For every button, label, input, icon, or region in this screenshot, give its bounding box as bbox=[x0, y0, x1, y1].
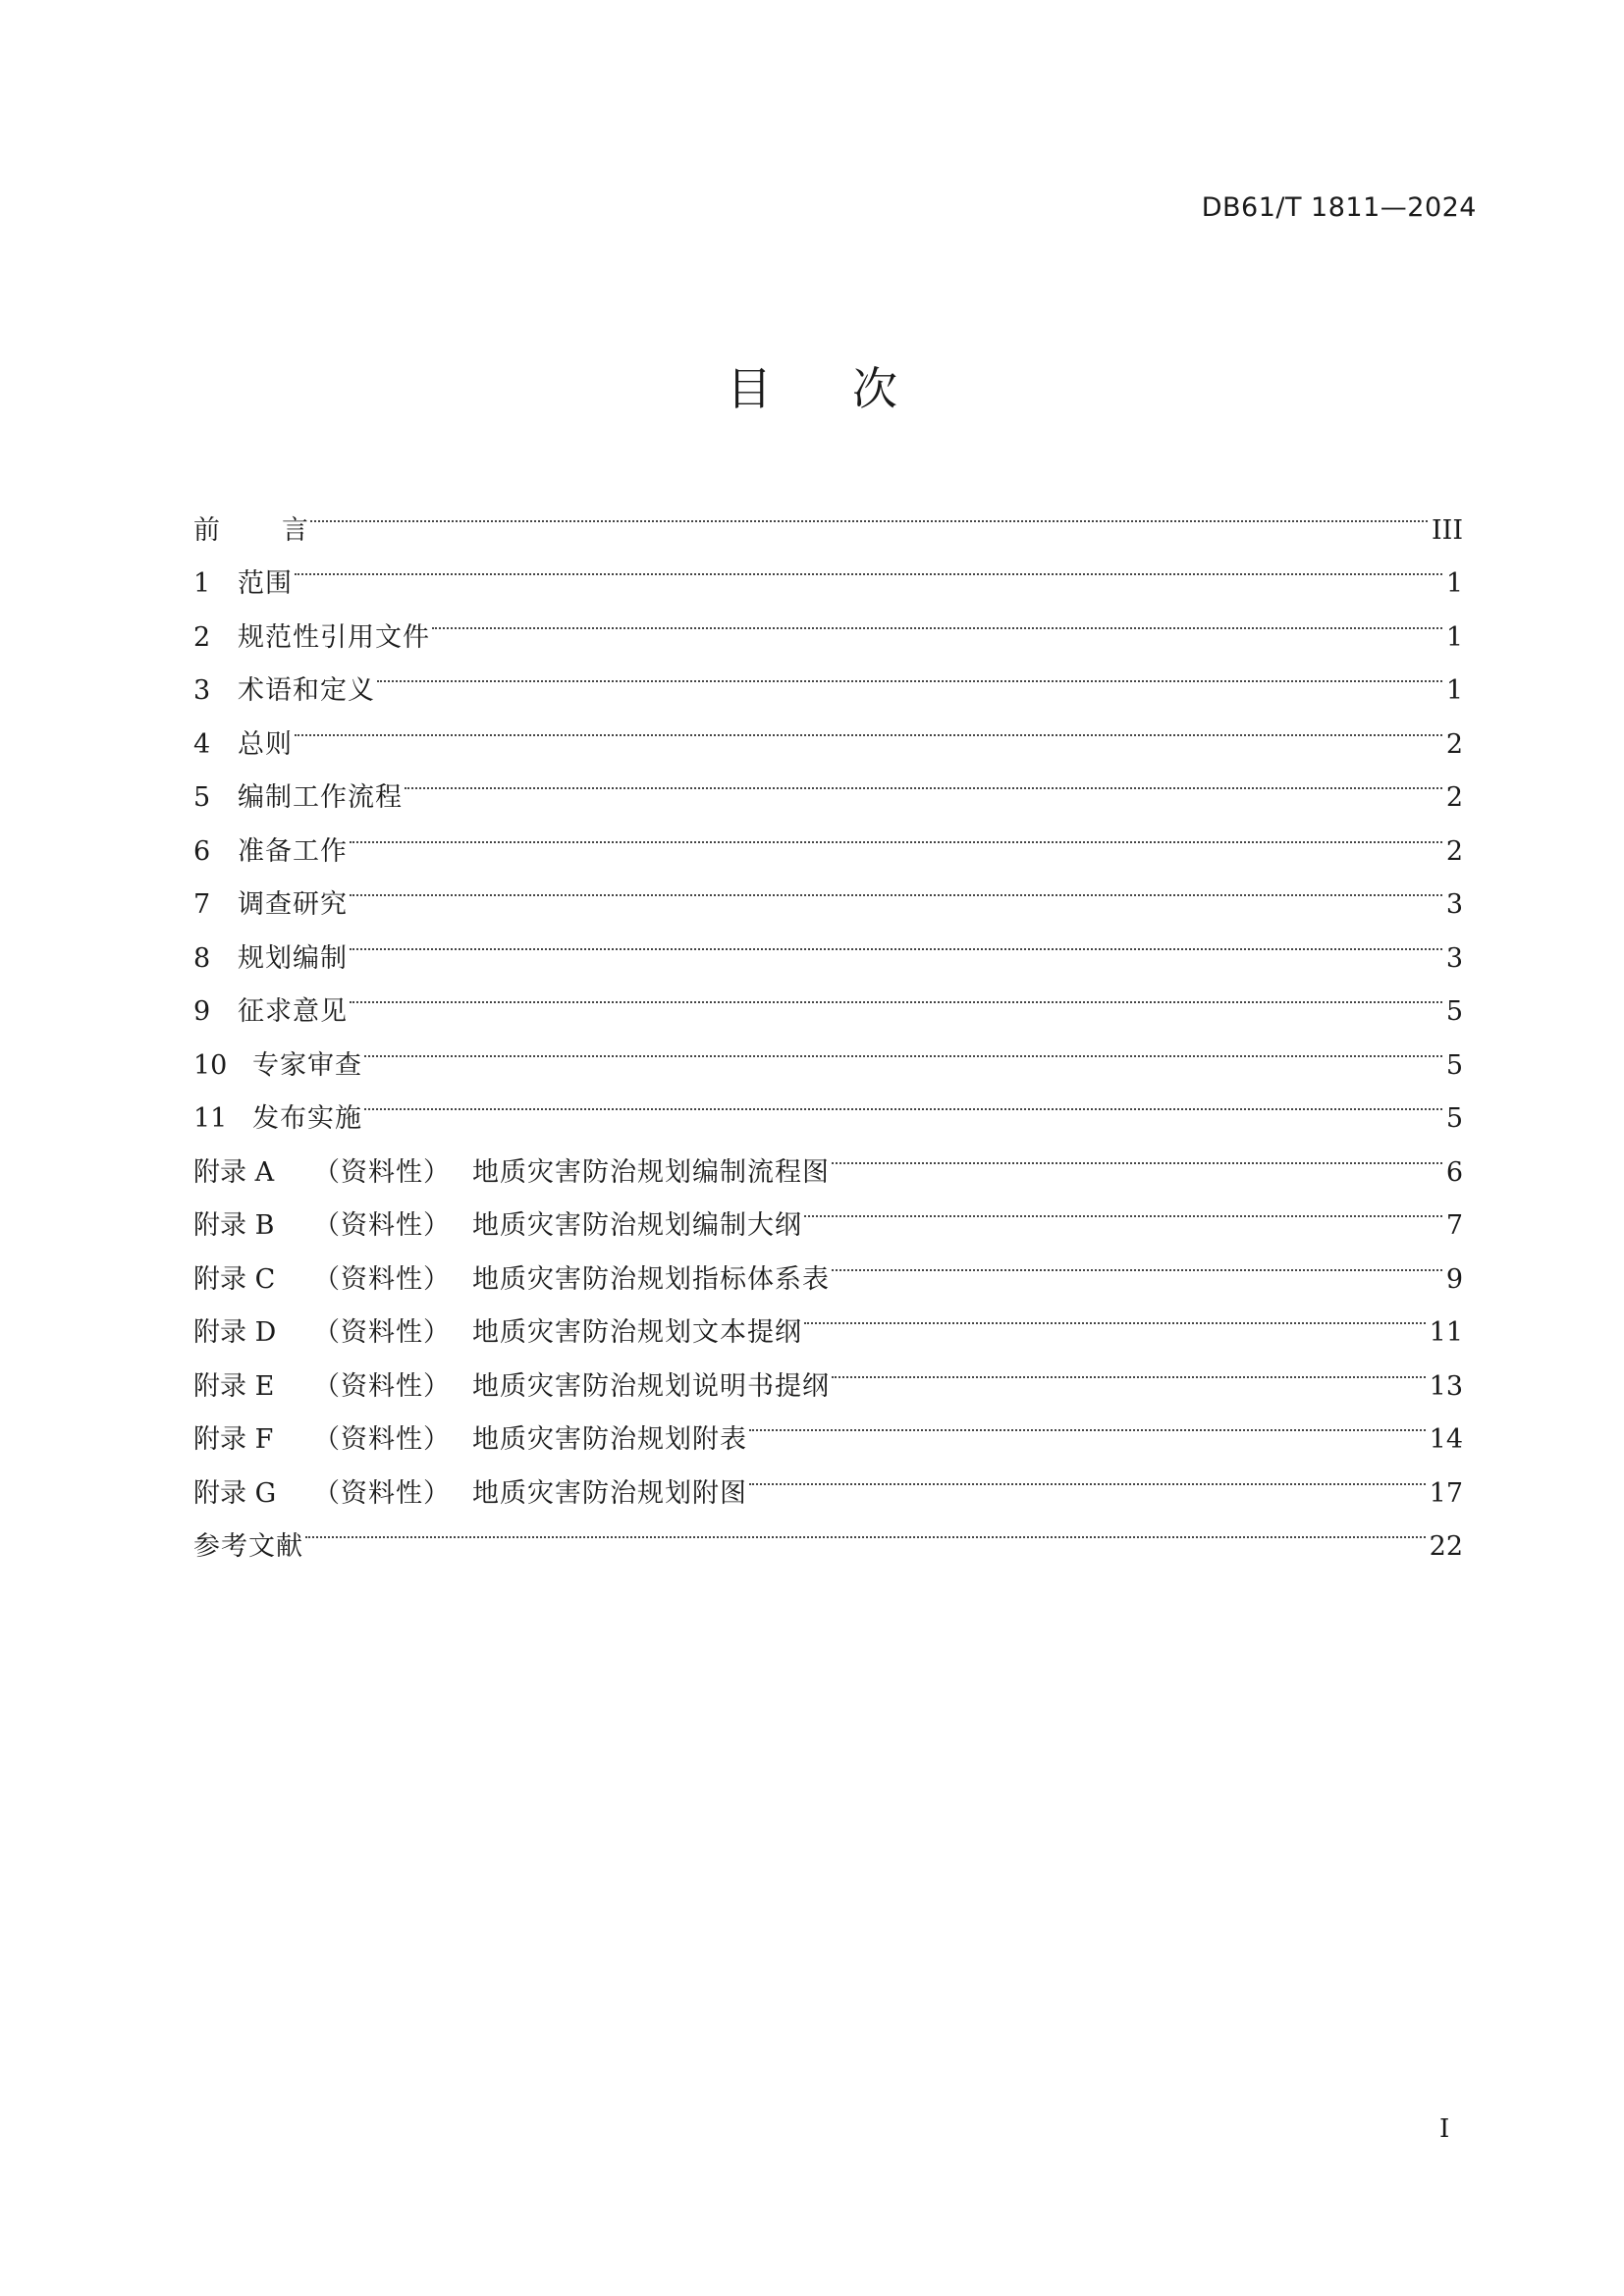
toc-entry-section[interactable] bbox=[193, 592, 1463, 653]
page-title bbox=[0, 353, 1624, 418]
toc-preface-char-2: 言 bbox=[282, 514, 308, 546]
dot-leader bbox=[377, 646, 1442, 700]
dot-leader bbox=[364, 1020, 1442, 1074]
dot-leader bbox=[350, 967, 1442, 1021]
toc-appendix-title: 地质灾害防治规划文本提纲 bbox=[472, 1317, 802, 1348]
toc-appendix-label: 附录 C bbox=[193, 1263, 276, 1295]
toc-section-title: 总则 bbox=[238, 728, 293, 760]
toc-page-number: 5 bbox=[1445, 996, 1463, 1027]
toc-appendix-kind: （资料性） bbox=[313, 1156, 451, 1188]
toc-entry-section[interactable] bbox=[193, 1020, 1463, 1081]
toc-appendix-title: 地质灾害防治规划编制流程图 bbox=[472, 1156, 830, 1188]
toc-section-number: 4 bbox=[193, 728, 211, 760]
toc-section-number: 10 bbox=[193, 1049, 228, 1081]
toc-page-number: 2 bbox=[1445, 728, 1463, 760]
toc-section-title: 征求意见 bbox=[238, 996, 348, 1027]
toc-section-number: 6 bbox=[193, 835, 211, 867]
dot-leader bbox=[295, 539, 1442, 593]
toc-entry-section[interactable] bbox=[193, 806, 1463, 867]
toc-page-number: 1 bbox=[1445, 675, 1463, 706]
dot-leader bbox=[350, 860, 1442, 914]
dot-leader bbox=[305, 1502, 1426, 1556]
dot-leader bbox=[350, 913, 1442, 967]
toc-preface-char-1: 前 bbox=[193, 514, 220, 546]
toc-page-number: 6 bbox=[1445, 1156, 1463, 1188]
dot-leader bbox=[804, 1181, 1442, 1235]
toc-entry-section[interactable] bbox=[193, 967, 1463, 1027]
table-of-contents bbox=[193, 485, 1463, 1562]
toc-page-number: 9 bbox=[1445, 1263, 1463, 1295]
toc-appendix-label: 附录 A bbox=[193, 1156, 275, 1188]
toc-appendix-label: 附录 F bbox=[193, 1424, 274, 1455]
toc-appendix-label: 附录 B bbox=[193, 1210, 275, 1241]
toc-entry-appendix[interactable] bbox=[193, 1127, 1463, 1188]
toc-page-number: 5 bbox=[1445, 1103, 1463, 1134]
toc-page-number: 2 bbox=[1445, 835, 1463, 867]
toc-section-number: 1 bbox=[193, 568, 211, 599]
toc-section-number: 3 bbox=[193, 675, 211, 706]
toc-section-number: 9 bbox=[193, 996, 211, 1027]
toc-section-title: 术语和定义 bbox=[238, 675, 375, 706]
toc-entry-section[interactable] bbox=[193, 646, 1463, 706]
dot-leader bbox=[749, 1395, 1426, 1449]
document-code: DB61/T 1811—2024 bbox=[1201, 192, 1477, 223]
toc-page-number: 7 bbox=[1445, 1210, 1463, 1241]
title-char-2: 次 bbox=[852, 362, 897, 415]
toc-appendix-label: 附录 D bbox=[193, 1317, 277, 1348]
toc-appendix-label: 附录 E bbox=[193, 1370, 275, 1402]
toc-page-number: 3 bbox=[1445, 942, 1463, 974]
toc-section-title: 发布实施 bbox=[252, 1103, 362, 1134]
toc-appendix-kind: （资料性） bbox=[313, 1477, 451, 1509]
dot-leader bbox=[405, 753, 1442, 807]
toc-page-number: 5 bbox=[1445, 1049, 1463, 1081]
toc-entry-preface[interactable] bbox=[193, 485, 1463, 546]
toc-entry-section[interactable] bbox=[193, 1074, 1463, 1134]
page-number: I bbox=[1439, 2114, 1450, 2144]
toc-entry-section[interactable] bbox=[193, 753, 1463, 813]
toc-entry-references[interactable] bbox=[193, 1502, 1463, 1562]
toc-appendix-title: 地质灾害防治规划附表 bbox=[472, 1424, 747, 1455]
toc-appendix-kind: （资料性） bbox=[313, 1317, 451, 1348]
toc-section-title: 准备工作 bbox=[238, 835, 348, 867]
toc-appendix-title: 地质灾害防治规划编制大纲 bbox=[472, 1210, 802, 1241]
toc-page-number: 14 bbox=[1429, 1424, 1463, 1455]
toc-entry-section[interactable] bbox=[193, 860, 1463, 920]
toc-page-number: 2 bbox=[1445, 782, 1463, 813]
toc-appendix-label: 附录 G bbox=[193, 1477, 277, 1509]
toc-page-number: 3 bbox=[1445, 889, 1463, 920]
toc-appendix-title: 地质灾害防治规划说明书提纲 bbox=[472, 1370, 830, 1402]
toc-appendix-kind: （资料性） bbox=[313, 1263, 451, 1295]
dot-leader bbox=[749, 1448, 1426, 1502]
dot-leader bbox=[310, 485, 1428, 539]
toc-entry-section[interactable] bbox=[193, 539, 1463, 599]
title-char-1: 目 bbox=[727, 362, 772, 415]
toc-section-number: 5 bbox=[193, 782, 211, 813]
dot-leader bbox=[832, 1127, 1442, 1181]
toc-section-number: 11 bbox=[193, 1103, 228, 1134]
toc-appendix-kind: （资料性） bbox=[313, 1210, 451, 1241]
dot-leader bbox=[832, 1341, 1426, 1395]
toc-page-number: III bbox=[1432, 514, 1463, 546]
toc-references-title: 参考文献 bbox=[193, 1531, 303, 1562]
toc-page-number: 13 bbox=[1429, 1370, 1463, 1402]
toc-page-number: 11 bbox=[1429, 1317, 1463, 1348]
toc-appendix-title: 地质灾害防治规划附图 bbox=[472, 1477, 747, 1509]
toc-section-title: 规划编制 bbox=[238, 942, 348, 974]
toc-section-number: 7 bbox=[193, 889, 211, 920]
toc-page-number: 17 bbox=[1429, 1477, 1463, 1509]
toc-section-title: 规范性引用文件 bbox=[238, 621, 430, 653]
dot-leader bbox=[295, 699, 1442, 753]
toc-page-number: 1 bbox=[1445, 568, 1463, 599]
toc-section-number: 2 bbox=[193, 621, 211, 653]
toc-appendix-kind: （资料性） bbox=[313, 1424, 451, 1455]
dot-leader bbox=[432, 592, 1442, 646]
dot-leader bbox=[364, 1074, 1442, 1128]
dot-leader bbox=[832, 1234, 1442, 1288]
toc-page-number: 22 bbox=[1429, 1531, 1463, 1562]
toc-entry-section[interactable] bbox=[193, 699, 1463, 760]
toc-appendix-title: 地质灾害防治规划指标体系表 bbox=[472, 1263, 830, 1295]
toc-page-number: 1 bbox=[1445, 621, 1463, 653]
toc-appendix-kind: （资料性） bbox=[313, 1370, 451, 1402]
dot-leader bbox=[350, 806, 1442, 860]
toc-entry-section[interactable] bbox=[193, 913, 1463, 974]
toc-section-title: 编制工作流程 bbox=[238, 782, 403, 813]
dot-leader bbox=[804, 1288, 1426, 1342]
toc-section-number: 8 bbox=[193, 942, 211, 974]
toc-section-title: 范围 bbox=[238, 568, 293, 599]
toc-section-title: 调查研究 bbox=[238, 889, 348, 920]
toc-section-title: 专家审查 bbox=[252, 1049, 362, 1081]
